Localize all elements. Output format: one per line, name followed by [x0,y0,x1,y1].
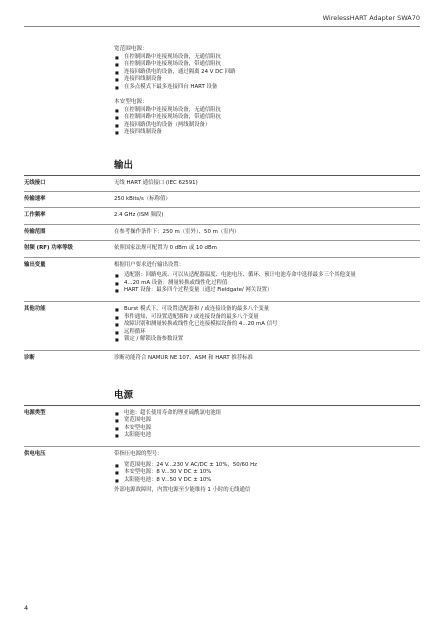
safe-list [114,107,420,137]
wide-range-list [114,54,420,91]
power-section-title: 电源 [114,389,134,401]
spec-value: 无线 HART 通信接口 (IEC 62591) [114,179,198,186]
spec-label: 传输范围 [24,228,46,235]
spec-value: 依照国家法规可配置为 0 dBm 或 10 dBm [114,245,217,252]
spec-label: 输出变量 [24,261,46,268]
list-item: ■ 太阳能电池：8 V...50 V DC ± 10% [114,477,420,484]
list-item: ■ 事件通知，可设置适配器和 / 或连接设备的最多八个变量 [114,314,420,321]
spec-row-rf-power [24,240,420,256]
spec-value [114,306,420,346]
spec-value: 250 kBits/s（标称值） [114,196,171,203]
spec-value [114,262,420,298]
power-type-list [114,410,420,440]
spec-row-range [24,224,420,240]
wide-range-title: 宽范围电源： [114,46,148,52]
list-item: ■ 宽范围电源 [114,417,420,424]
list-item: ■ 在控制回路中连接现场设备，带通信阻抗 [114,61,420,68]
output-section-title: 输出 [114,159,134,171]
spec-label: 工作频率 [24,212,46,219]
list-item: ■ 连接四线制设备 [114,76,420,83]
spec-label: 传输速率 [24,196,46,203]
spec-label: 供电电压 [24,451,46,458]
list-item: ■ 4...20 mA 设备：测量转换或线性化过程值 [114,280,420,287]
list-item: ■ 连接四线制设备 [114,129,420,136]
list-item: ■ 在控制回路中连接现场设备，带通信阻抗 [114,114,420,121]
spec-row-other-functions [24,301,420,350]
list-item: ■ 适配器：回路电流、可以从适配器温度、电池电压、循环、预计电池寿命中选择最多三个其他变量 [114,272,420,279]
spec-value: 诊断功能符合 NAMUR NE 107、ASM 和 HART 推荐标准 [114,355,253,362]
list-item: ■ 远程循环 [114,329,420,336]
page-content [24,44,420,501]
spec-row-power-type [24,405,420,447]
spec-intro: 带指压电源的型号： [114,451,163,458]
supply-voltage-list [114,462,420,484]
list-item: ■ 在控制回路中连接现场设备，无通信阻抗 [114,107,420,114]
intro-block [114,44,420,137]
spec-value: 2.4 GHz (ISM 频段) [114,212,164,219]
list-item: ■ 宽范围电源：24 V...230 V AC/DC ± 10%，50/60 Hz [114,462,420,469]
list-item: ■ 本安型电源 [114,425,420,432]
spec-label: 诊断 [24,355,35,362]
page-number: 4 [24,604,29,612]
list-item: ■ 电池：超长使用寿命的锂亚硫酰氯电池组 [114,410,420,417]
safe-title: 本安型电源： [114,99,148,106]
spec-row-diagnostics [24,350,420,366]
spec-value [114,451,420,497]
list-item: ■ 锁定 / 解锁设备参数设置 [114,336,420,343]
spec-value: 在参考操作条件下：250 m（室外）、50 m（室内） [114,228,240,235]
spec-intro: 根据用户要求进行输出设置： [114,261,185,268]
list-item: ■ Burst 模式下，可设置适配器和 / 或连接设备的最多八个变量 [114,306,420,313]
spec-row-output-variables [24,257,420,302]
list-item: ■ HART 设备：最多四个过程变量（通过 Fieldgate/ 网关设置） [114,287,420,294]
list-item: ■ 太阳能电池 [114,432,420,439]
spec-row-rate [24,191,420,207]
spec-row-frequency [24,207,420,223]
list-item: ■ 在控制回路中连接现场设备，无通信阻抗 [114,54,420,61]
spec-row-supply-voltage [24,446,420,501]
list-item: ■ 在多点模式下最多连接四台 HART 设备 [114,84,420,91]
list-item: ■ 故障识别和测量转换或线性化已连接模拟设备的 4...20 mA 信号 [114,321,420,328]
list-item: ■ 连接回路供电的设备，通过隔离 24 V DC 回路 [114,69,420,76]
spec-label: 射频 (RF) 功率等级 [24,245,73,252]
list-item: ■ 本安型电源：8 V...30 V DC ± 10% [114,469,420,476]
spec-row-wireless [24,175,420,191]
spec-value [114,410,420,443]
running-header: WirelessHART Adapter SWA70 [322,14,420,22]
spec-label: 无线接口 [24,179,46,186]
output-variables-list [114,272,420,294]
other-functions-list [114,306,420,343]
list-item: ■ 连接回路供电的设备（两线制设备） [114,122,420,129]
spec-label: 其他功能 [24,306,46,313]
spec-label: 电源类型 [24,409,46,416]
header-rule [24,26,420,27]
spec-note: 外部电源故障时，内置电源至少能维持 1 小时的无线通信 [114,487,251,493]
